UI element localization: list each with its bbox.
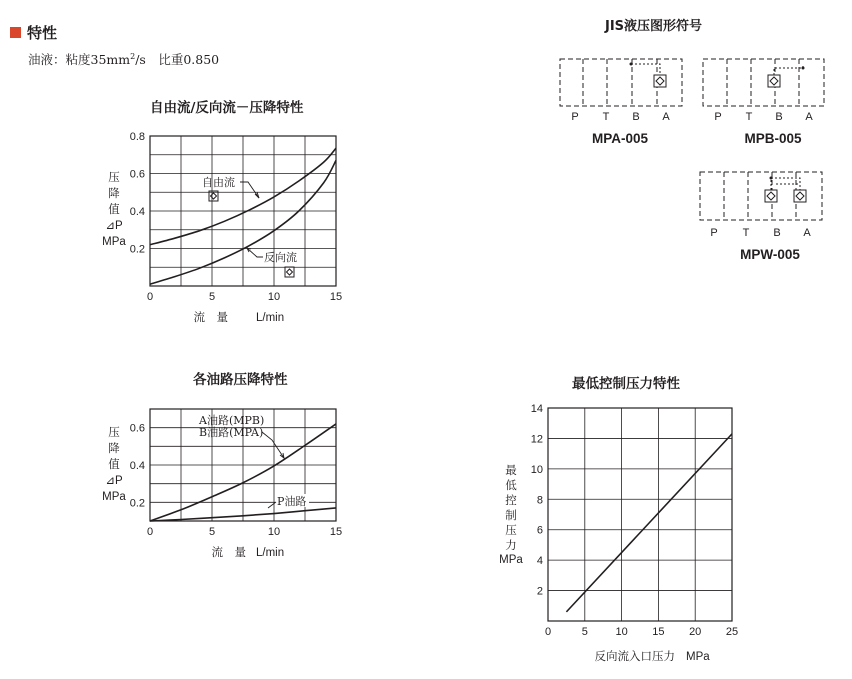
pilot-line-icon [631,64,660,75]
symbol-mpw-name: MPW-005 [740,247,800,262]
symbol-mpw-port: A [803,227,811,239]
chart3-ylabel-char: 最 [505,463,517,477]
chart2-title: 各油路压降特性 [193,372,288,388]
pilot-tap-icon [630,63,633,66]
leader-line [262,432,284,458]
series-label-free-flow: 自由流 [202,176,235,189]
symbol-mpa-port: A [662,111,670,123]
pilot-tap-icon [802,67,805,70]
symbol-mpw-port: T [742,227,750,239]
y-tick-label: 10 [530,463,543,476]
chart2-ylabel-unit: MPa [102,491,126,503]
leader-line [247,248,263,257]
chart3-ylabel-unit: MPa [499,554,523,566]
x-tick-label: 10 [267,526,281,538]
chart1-title: 自由流/反向流－压降特性 [150,100,304,116]
chart3-xlabel-unit: MPa [686,651,710,663]
chart3-ylabel-char: 控 [505,493,517,507]
symbol-mpb-port: T [745,111,753,123]
chart2-ylabel-char: 降 [108,441,120,455]
plot-frame [548,408,732,621]
y-tick-label: 8 [536,494,543,507]
chart1-ylabel-char: 压 [108,170,120,184]
y-tick-label: 0.2 [129,243,145,256]
x-tick-label: 10 [615,626,628,638]
symbol-mpb-name: MPB-005 [744,131,802,146]
oil-spec-prefix: 油液：粘度35mm [28,52,131,67]
section-title-text: 特性 [27,24,58,42]
x-tick-label: 15 [652,626,665,638]
symbol-mpw-port: P [710,227,718,239]
y-tick-label: 2 [536,585,543,598]
symbol-mpa-port: T [602,111,610,123]
chart3-labels [499,463,710,663]
chart3-title: 最低控制压力特性 [572,376,680,392]
chart3-plot [531,403,738,638]
leader-line [268,502,276,508]
y-tick-label: 14 [530,403,543,415]
chart3-ylabel-char: 制 [505,508,517,522]
symbol-mpa-port: B [632,111,640,123]
series-label-ab-path: B油路(MPA) [199,426,264,439]
x-tick-label: 0 [544,626,552,638]
x-tick-label: 5 [208,291,216,303]
symbol-mpb-port: A [805,111,813,123]
chart1-plot [130,131,342,303]
pilot-tap-icon [770,177,773,180]
y-tick-label: 0.6 [129,422,145,435]
x-tick-label: 25 [725,626,739,638]
chart2-labels [102,422,285,559]
chart3-xlabel: 反向流入口压力 [594,649,675,663]
oil-spec-suffix: /s 比重0.850 [135,52,220,67]
y-tick-label: 0.6 [129,168,145,181]
y-tick-label: 12 [530,433,543,446]
chart1-ylabel-char: 值 [108,202,120,216]
symbol-mpb-port: P [714,111,722,123]
chart1-ylabel-char: 降 [108,186,120,200]
jis-title: JIS液压图形符号 [605,19,703,34]
y-tick-label: 0.4 [129,460,145,472]
x-tick-label: 5 [208,526,216,538]
x-tick-label: 20 [689,626,702,638]
series-label-reverse-flow: 反向流 [264,251,297,264]
chart2-xlabel: 流 量 [211,545,246,559]
symbol-mpb-port: B [775,111,783,123]
y-tick-label: 6 [536,524,543,537]
y-tick-label: 0.8 [129,131,145,143]
chart2-ylabel-char: 压 [108,425,120,439]
symbol-mpb-outline [703,59,824,106]
x-tick-label: 10 [267,291,281,303]
symbol-mpa-name: MPA-005 [591,131,649,146]
oil-spec-sup: 2 [130,51,136,61]
x-tick-label: 15 [329,291,343,303]
chart1-xlabel-unit: L/min [256,312,285,324]
chart2-plot [130,409,342,538]
x-tick-label: 0 [146,291,154,303]
chart3-ylabel-char: 低 [505,478,517,492]
series-label-ab-path: A油路(MPB) [199,414,265,427]
x-tick-label: 15 [329,526,343,538]
symbol-mpw [700,172,822,262]
chart2-ylabel-symbol: ⊿P [105,475,123,487]
symbol-mpa-port: P [571,111,579,123]
symbol-mpb [703,59,824,146]
y-tick-label: 0.4 [129,206,145,218]
chart1-xlabel: 流 量 [193,310,228,324]
chart2-xlabel-unit: L/min [256,547,285,559]
chart2-ylabel-char: 值 [108,457,120,471]
y-tick-label: 4 [536,555,543,568]
chart3-ylabel-char: 力 [505,538,517,552]
chart1-ylabel-unit: MPa [102,236,126,248]
chart3-ylabel-char: 压 [505,523,517,537]
x-tick-label: 0 [146,526,154,538]
chart1-ylabel-symbol: ⊿P [105,220,123,232]
y-tick-label: 0.2 [129,497,145,510]
symbol-mpw-port: B [773,227,781,239]
x-tick-label: 5 [581,626,588,638]
series-label-p-path: P油路 [277,495,307,508]
series-line [566,434,732,612]
symbol-mpa [560,59,682,146]
